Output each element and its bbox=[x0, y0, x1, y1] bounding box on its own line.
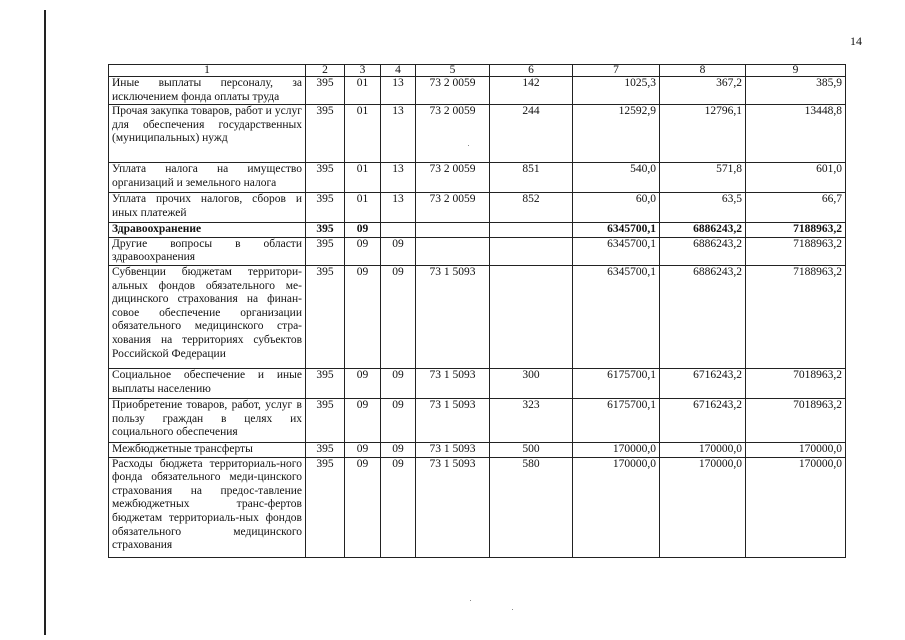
amount-year2-cell: 571,8 bbox=[660, 163, 746, 193]
ministry-code-cell: 395 bbox=[306, 457, 345, 557]
subsection-code-cell: 13 bbox=[381, 77, 416, 105]
table-row bbox=[109, 265, 846, 368]
column-header: 2 bbox=[306, 65, 345, 77]
amount-year2-cell: 6716243,2 bbox=[660, 398, 746, 442]
scan-speck bbox=[468, 145, 469, 146]
table-row bbox=[109, 223, 846, 238]
amount-year2-cell: 12796,1 bbox=[660, 105, 746, 163]
target-article-cell bbox=[416, 237, 490, 265]
expense-type-cell: 851 bbox=[490, 163, 573, 193]
ministry-code-cell: 395 bbox=[306, 193, 345, 223]
target-article-cell: 73 2 0059 bbox=[416, 105, 490, 163]
section-code-cell: 09 bbox=[345, 368, 381, 398]
amount-year3-cell: 601,0 bbox=[746, 163, 846, 193]
expense-type-cell bbox=[490, 223, 573, 238]
page-number: 14 bbox=[850, 34, 862, 48]
amount-year3-cell: 385,9 bbox=[746, 77, 846, 105]
target-article-cell: 73 2 0059 bbox=[416, 163, 490, 193]
amount-year1-cell: 6345700,1 bbox=[573, 223, 660, 238]
subsection-code-cell: 13 bbox=[381, 163, 416, 193]
row-name-cell: Расходы бюджета территориаль-ного фонда обязательного меди-цинского страхования на предос-тавление межбюджетных транс-фертов бюджетам территориаль-ных фондов обязательного медицинского страхования bbox=[109, 457, 306, 557]
expense-type-cell bbox=[490, 237, 573, 265]
section-code-cell: 01 bbox=[345, 163, 381, 193]
section-code-cell: 01 bbox=[345, 193, 381, 223]
section-code-cell: 09 bbox=[345, 457, 381, 557]
row-name-cell: Прочая закупка товаров, работ и услуг для обеспечения государственных (муниципальных) нужд bbox=[109, 105, 306, 163]
ministry-code-cell: 395 bbox=[306, 398, 345, 442]
amount-year3-cell: 13448,8 bbox=[746, 105, 846, 163]
scan-edge-line bbox=[44, 10, 46, 635]
column-header: 9 bbox=[746, 65, 846, 77]
expense-type-cell: 244 bbox=[490, 105, 573, 163]
target-article-cell bbox=[416, 223, 490, 238]
row-name-cell: Субвенции бюджетам территори-альных фондов обязательного ме-дицинского страхования на финан-совое обеспечение организации обязательного медицинского стра-хования на территориях субъектов Российской Федерации bbox=[109, 265, 306, 368]
amount-year2-cell: 170000,0 bbox=[660, 457, 746, 557]
amount-year3-cell: 7018963,2 bbox=[746, 368, 846, 398]
amount-year1-cell: 1025,3 bbox=[573, 77, 660, 105]
amount-year1-cell: 170000,0 bbox=[573, 442, 660, 457]
row-name-cell: Межбюджетные трансферты bbox=[109, 442, 306, 457]
target-article-cell: 73 1 5093 bbox=[416, 457, 490, 557]
amount-year1-cell: 170000,0 bbox=[573, 457, 660, 557]
section-code-cell: 01 bbox=[345, 77, 381, 105]
table-row bbox=[109, 77, 846, 105]
column-header: 5 bbox=[416, 65, 490, 77]
ministry-code-cell: 395 bbox=[306, 105, 345, 163]
expense-type-cell: 300 bbox=[490, 368, 573, 398]
subsection-code-cell: 09 bbox=[381, 442, 416, 457]
column-header: 7 bbox=[573, 65, 660, 77]
amount-year3-cell: 7018963,2 bbox=[746, 398, 846, 442]
row-name-cell: Здравоохранение bbox=[109, 223, 306, 238]
ministry-code-cell: 395 bbox=[306, 368, 345, 398]
target-article-cell: 73 2 0059 bbox=[416, 193, 490, 223]
row-name-cell: Уплата прочих налогов, сборов и иных платежей bbox=[109, 193, 306, 223]
section-code-cell: 09 bbox=[345, 442, 381, 457]
subsection-code-cell: 09 bbox=[381, 457, 416, 557]
table-row bbox=[109, 237, 846, 265]
ministry-code-cell: 395 bbox=[306, 237, 345, 265]
column-header: 3 bbox=[345, 65, 381, 77]
expense-type-cell: 580 bbox=[490, 457, 573, 557]
row-name-cell: Социальное обеспечение и иные выплаты населению bbox=[109, 368, 306, 398]
target-article-cell: 73 1 5093 bbox=[416, 368, 490, 398]
target-article-cell: 73 1 5093 bbox=[416, 398, 490, 442]
column-header: 1 bbox=[109, 65, 306, 77]
ministry-code-cell: 395 bbox=[306, 163, 345, 193]
row-name-cell: Иные выплаты персоналу, за исключением фонда оплаты труда bbox=[109, 77, 306, 105]
expense-type-cell bbox=[490, 265, 573, 368]
amount-year1-cell: 6345700,1 bbox=[573, 265, 660, 368]
scan-speck bbox=[470, 600, 471, 601]
column-header: 6 bbox=[490, 65, 573, 77]
section-code-cell: 09 bbox=[345, 265, 381, 368]
amount-year2-cell: 170000,0 bbox=[660, 442, 746, 457]
amount-year2-cell: 6886243,2 bbox=[660, 223, 746, 238]
amount-year1-cell: 60,0 bbox=[573, 193, 660, 223]
subsection-code-cell: 13 bbox=[381, 105, 416, 163]
amount-year3-cell: 66,7 bbox=[746, 193, 846, 223]
table-row bbox=[109, 163, 846, 193]
table-row bbox=[109, 193, 846, 223]
amount-year3-cell: 170000,0 bbox=[746, 457, 846, 557]
amount-year3-cell: 7188963,2 bbox=[746, 265, 846, 368]
budget-table bbox=[108, 64, 846, 558]
table-row bbox=[109, 368, 846, 398]
subsection-code-cell: 09 bbox=[381, 368, 416, 398]
amount-year1-cell: 540,0 bbox=[573, 163, 660, 193]
section-code-cell: 09 bbox=[345, 237, 381, 265]
target-article-cell: 73 1 5093 bbox=[416, 265, 490, 368]
section-code-cell: 01 bbox=[345, 105, 381, 163]
ministry-code-cell: 395 bbox=[306, 223, 345, 238]
ministry-code-cell: 395 bbox=[306, 77, 345, 105]
expense-type-cell: 500 bbox=[490, 442, 573, 457]
subsection-code-cell: 09 bbox=[381, 398, 416, 442]
amount-year2-cell: 6886243,2 bbox=[660, 265, 746, 368]
scan-speck bbox=[512, 609, 513, 610]
expense-type-cell: 852 bbox=[490, 193, 573, 223]
amount-year2-cell: 367,2 bbox=[660, 77, 746, 105]
subsection-code-cell: 09 bbox=[381, 265, 416, 368]
ministry-code-cell: 395 bbox=[306, 265, 345, 368]
amount-year2-cell: 6716243,2 bbox=[660, 368, 746, 398]
amount-year2-cell: 6886243,2 bbox=[660, 237, 746, 265]
table-row bbox=[109, 457, 846, 557]
table-row bbox=[109, 442, 846, 457]
table-row bbox=[109, 105, 846, 163]
expense-type-cell: 142 bbox=[490, 77, 573, 105]
target-article-cell: 73 1 5093 bbox=[416, 442, 490, 457]
column-header-row bbox=[109, 65, 846, 77]
subsection-code-cell: 13 bbox=[381, 193, 416, 223]
table-row bbox=[109, 398, 846, 442]
target-article-cell: 73 2 0059 bbox=[416, 77, 490, 105]
subsection-code-cell: 09 bbox=[381, 237, 416, 265]
section-code-cell: 09 bbox=[345, 398, 381, 442]
amount-year1-cell: 6345700,1 bbox=[573, 237, 660, 265]
amount-year3-cell: 7188963,2 bbox=[746, 223, 846, 238]
amount-year1-cell: 6175700,1 bbox=[573, 398, 660, 442]
amount-year3-cell: 170000,0 bbox=[746, 442, 846, 457]
row-name-cell: Уплата налога на имущество организаций и земельного налога bbox=[109, 163, 306, 193]
expense-type-cell: 323 bbox=[490, 398, 573, 442]
amount-year1-cell: 6175700,1 bbox=[573, 368, 660, 398]
amount-year1-cell: 12592,9 bbox=[573, 105, 660, 163]
subsection-code-cell bbox=[381, 223, 416, 238]
row-name-cell: Приобретение товаров, работ, услуг в пользу граждан в целях их социального обеспечения bbox=[109, 398, 306, 442]
amount-year2-cell: 63,5 bbox=[660, 193, 746, 223]
ministry-code-cell: 395 bbox=[306, 442, 345, 457]
section-code-cell: 09 bbox=[345, 223, 381, 238]
column-header: 8 bbox=[660, 65, 746, 77]
amount-year3-cell: 7188963,2 bbox=[746, 237, 846, 265]
column-header: 4 bbox=[381, 65, 416, 77]
row-name-cell: Другие вопросы в области здравоохранения bbox=[109, 237, 306, 265]
